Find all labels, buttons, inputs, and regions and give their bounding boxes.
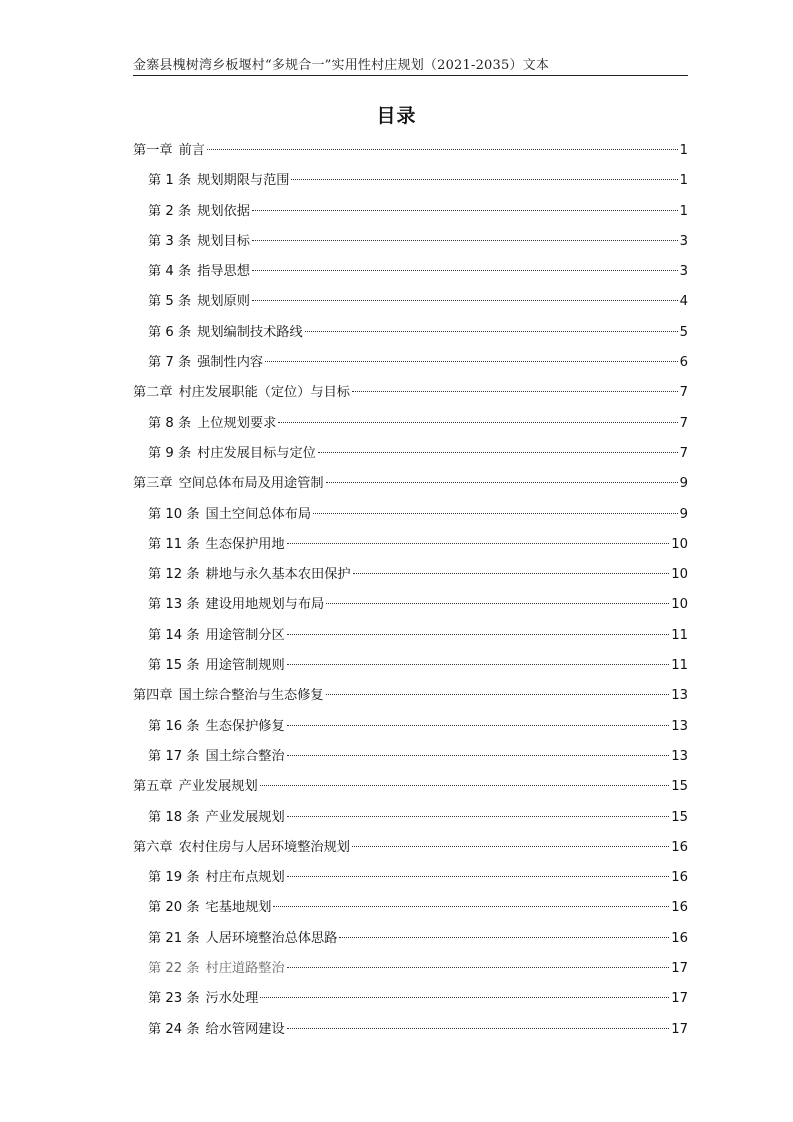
toc-article-entry[interactable] <box>133 502 688 532</box>
toc-page-number: 16 <box>671 839 688 855</box>
toc-page-number: 7 <box>679 415 688 431</box>
toc-article-entry[interactable] <box>133 865 688 895</box>
toc-dot-leader <box>252 210 678 211</box>
toc-dot-leader <box>326 603 669 604</box>
toc-entry-number: 第 20 条 <box>148 900 200 916</box>
toc-entry-title: 用途管制规则 <box>205 658 285 674</box>
toc-dot-leader <box>287 725 670 726</box>
toc-dot-leader <box>305 331 678 332</box>
toc-entry-title: 前言 <box>178 143 205 158</box>
toc-entry-title: 村庄道路整治 <box>205 961 285 977</box>
header-rule <box>133 75 688 76</box>
toc-dot-leader <box>252 270 678 271</box>
toc-article-entry[interactable] <box>133 744 688 774</box>
toc-page-number: 17 <box>671 1021 688 1037</box>
toc-article-entry[interactable] <box>133 168 688 198</box>
toc-dot-leader <box>273 906 669 907</box>
toc-page-number: 11 <box>671 658 688 674</box>
toc-chapter-entry[interactable] <box>133 380 688 410</box>
toc-entry-number: 第六章 <box>133 839 173 855</box>
toc-entry-number: 第 2 条 <box>148 203 192 219</box>
toc-dot-leader <box>287 967 670 968</box>
toc-entry-title: 用途管制分区 <box>205 627 285 643</box>
toc-article-entry[interactable] <box>133 592 688 622</box>
toc-entry-number: 第一章 <box>133 143 173 158</box>
toc-page-number: 7 <box>679 385 688 401</box>
toc-entry-number: 第 12 条 <box>148 567 200 583</box>
toc-entry-title: 空间总体布局及用途管制 <box>178 476 324 492</box>
toc-article-entry[interactable] <box>133 1017 688 1047</box>
toc-dot-leader <box>287 876 670 877</box>
toc-entry-title: 规划目标 <box>197 233 250 249</box>
toc-page-number: 5 <box>679 324 688 340</box>
toc-entry-number: 第 13 条 <box>148 597 200 613</box>
toc-article-entry[interactable] <box>133 532 688 562</box>
toc-dot-leader <box>252 240 678 241</box>
toc-entry-number: 第 17 条 <box>148 748 200 764</box>
toc-article-entry[interactable] <box>133 320 688 350</box>
toc-entry-number: 第 8 条 <box>148 415 192 431</box>
toc-chapter-entry[interactable] <box>133 471 688 501</box>
toc-entry-title: 强制性内容 <box>197 355 264 371</box>
toc-entry-number: 第 1 条 <box>148 173 192 189</box>
toc-article-entry[interactable] <box>133 562 688 592</box>
toc-dot-leader <box>278 422 677 423</box>
toc-entry-number: 第二章 <box>133 385 173 401</box>
toc-article-entry[interactable] <box>133 199 688 229</box>
toc-entry-title: 污水处理 <box>205 991 259 1007</box>
toc-entry-number: 第 9 条 <box>148 445 192 461</box>
toc-entry-title: 农村住房与人居环境整治规划 <box>178 839 350 855</box>
toc-dot-leader <box>287 816 670 817</box>
toc-dot-leader <box>291 179 677 180</box>
toc-article-entry[interactable] <box>133 653 688 683</box>
toc-page-number: 6 <box>679 355 688 371</box>
toc-page-number: 15 <box>671 779 688 795</box>
toc-chapter-entry[interactable] <box>133 774 688 804</box>
toc-dot-leader <box>352 846 669 847</box>
toc-page-number: 1 <box>679 203 688 219</box>
toc-entry-title: 规划期限与范围 <box>197 173 290 189</box>
toc-entry-title: 上位规划要求 <box>197 415 277 431</box>
toc-dot-leader <box>339 937 669 938</box>
toc-article-entry[interactable] <box>133 441 688 471</box>
toc-entry-number: 第三章 <box>133 476 173 492</box>
toc-entry-number: 第四章 <box>133 688 173 704</box>
toc-article-entry[interactable] <box>133 956 688 986</box>
toc-page-number: 10 <box>671 597 688 613</box>
toc-page-number: 3 <box>679 233 688 249</box>
toc-article-entry[interactable] <box>133 714 688 744</box>
toc-entry-title: 国土综合整治与生态修复 <box>178 688 324 704</box>
toc-entry-title: 国土综合整治 <box>205 748 285 764</box>
toc-entry-number: 第 15 条 <box>148 658 200 674</box>
table-of-contents <box>133 138 688 1047</box>
toc-entry-number: 第 18 条 <box>148 809 200 825</box>
toc-dot-leader <box>352 391 678 392</box>
toc-entry-title: 生态保护用地 <box>205 536 285 552</box>
toc-entry-title: 宅基地规划 <box>205 900 272 916</box>
toc-entry-number: 第 10 条 <box>148 506 200 522</box>
toc-page-number: 15 <box>671 809 688 825</box>
toc-page-number: 13 <box>671 748 688 764</box>
toc-page-number: 1 <box>679 173 688 189</box>
toc-dot-leader <box>313 513 678 514</box>
toc-dot-leader <box>318 452 678 453</box>
toc-page-number: 1 <box>679 143 688 158</box>
toc-entry-number: 第 14 条 <box>148 627 200 643</box>
toc-page-number: 9 <box>679 506 688 522</box>
toc-entry-title: 指导思想 <box>197 264 250 280</box>
toc-page-number: 16 <box>671 870 688 886</box>
toc-entry-title: 产业发展规划 <box>178 779 258 795</box>
toc-entry-title: 产业发展规划 <box>205 809 285 825</box>
toc-article-entry[interactable] <box>133 926 688 956</box>
toc-page-number: 17 <box>671 991 688 1007</box>
toc-entry-number: 第 23 条 <box>148 991 200 1007</box>
toc-article-entry[interactable] <box>133 259 688 289</box>
toc-page-number: 7 <box>679 445 688 461</box>
toc-entry-title: 规划依据 <box>197 203 250 219</box>
toc-entry-number: 第 11 条 <box>148 536 200 552</box>
toc-page-number: 16 <box>671 900 688 916</box>
toc-entry-title: 耕地与永久基本农田保护 <box>205 567 351 583</box>
toc-page-number: 13 <box>671 718 688 734</box>
running-header: 金寨县槐树湾乡板堰村“多规合一”实用性村庄规划（2021-2035）文本 <box>133 58 550 73</box>
toc-entry-title: 给水管网建设 <box>205 1021 285 1037</box>
toc-page-number: 17 <box>671 961 688 977</box>
toc-page-number: 11 <box>671 627 688 643</box>
toc-chapter-entry[interactable] <box>133 683 688 713</box>
toc-article-entry[interactable] <box>133 229 688 259</box>
toc-dot-leader <box>287 634 670 635</box>
toc-title: 目录 <box>376 105 417 127</box>
toc-entry-number: 第 22 条 <box>148 961 200 977</box>
toc-entry-number: 第 6 条 <box>148 324 192 340</box>
toc-dot-leader <box>326 482 678 483</box>
toc-article-entry[interactable] <box>133 986 688 1016</box>
toc-chapter-entry[interactable] <box>133 835 688 865</box>
toc-page-number: 16 <box>671 930 688 946</box>
toc-entry-number: 第 19 条 <box>148 870 200 886</box>
toc-article-entry[interactable] <box>133 895 688 925</box>
toc-dot-leader <box>326 694 670 695</box>
toc-entry-title: 村庄布点规划 <box>205 870 285 886</box>
toc-dot-leader <box>260 997 669 998</box>
toc-entry-number: 第 4 条 <box>148 264 192 280</box>
toc-dot-leader <box>287 664 670 665</box>
toc-entry-number: 第 3 条 <box>148 233 192 249</box>
toc-entry-title: 规划编制技术路线 <box>197 324 303 340</box>
toc-page-number: 10 <box>671 536 688 552</box>
toc-dot-leader <box>207 149 678 150</box>
toc-article-entry[interactable] <box>133 411 688 441</box>
toc-page-number: 4 <box>679 294 688 310</box>
toc-entry-title: 规划原则 <box>197 294 250 310</box>
toc-entry-number: 第五章 <box>133 779 173 795</box>
toc-entry-title: 村庄发展职能（定位）与目标 <box>178 385 350 401</box>
toc-dot-leader <box>260 785 670 786</box>
toc-article-entry[interactable] <box>133 289 688 319</box>
toc-dot-leader <box>252 300 678 301</box>
toc-entry-title: 村庄发展目标与定位 <box>197 445 316 461</box>
toc-page-number: 10 <box>671 567 688 583</box>
toc-dot-leader <box>287 755 670 756</box>
toc-entry-number: 第 7 条 <box>148 355 192 371</box>
toc-entry-number: 第 5 条 <box>148 294 192 310</box>
toc-page-number: 13 <box>671 688 688 704</box>
toc-entry-title: 国土空间总体布局 <box>205 506 312 522</box>
toc-dot-leader <box>265 361 678 362</box>
toc-dot-leader <box>287 543 670 544</box>
toc-entry-number: 第 16 条 <box>148 718 200 734</box>
toc-article-entry[interactable] <box>133 623 688 653</box>
toc-entry-title: 建设用地规划与布局 <box>205 597 325 613</box>
toc-entry-number: 第 21 条 <box>148 930 200 946</box>
toc-entry-number: 第 24 条 <box>148 1021 200 1037</box>
toc-article-entry[interactable] <box>133 805 688 835</box>
toc-chapter-entry[interactable] <box>133 138 688 168</box>
toc-dot-leader <box>287 1028 670 1029</box>
toc-page-number: 3 <box>679 264 688 280</box>
toc-article-entry[interactable] <box>133 350 688 380</box>
toc-entry-title: 人居环境整治总体思路 <box>205 930 338 946</box>
toc-page-number: 9 <box>679 476 688 492</box>
toc-dot-leader <box>353 573 670 574</box>
toc-entry-title: 生态保护修复 <box>205 718 285 734</box>
